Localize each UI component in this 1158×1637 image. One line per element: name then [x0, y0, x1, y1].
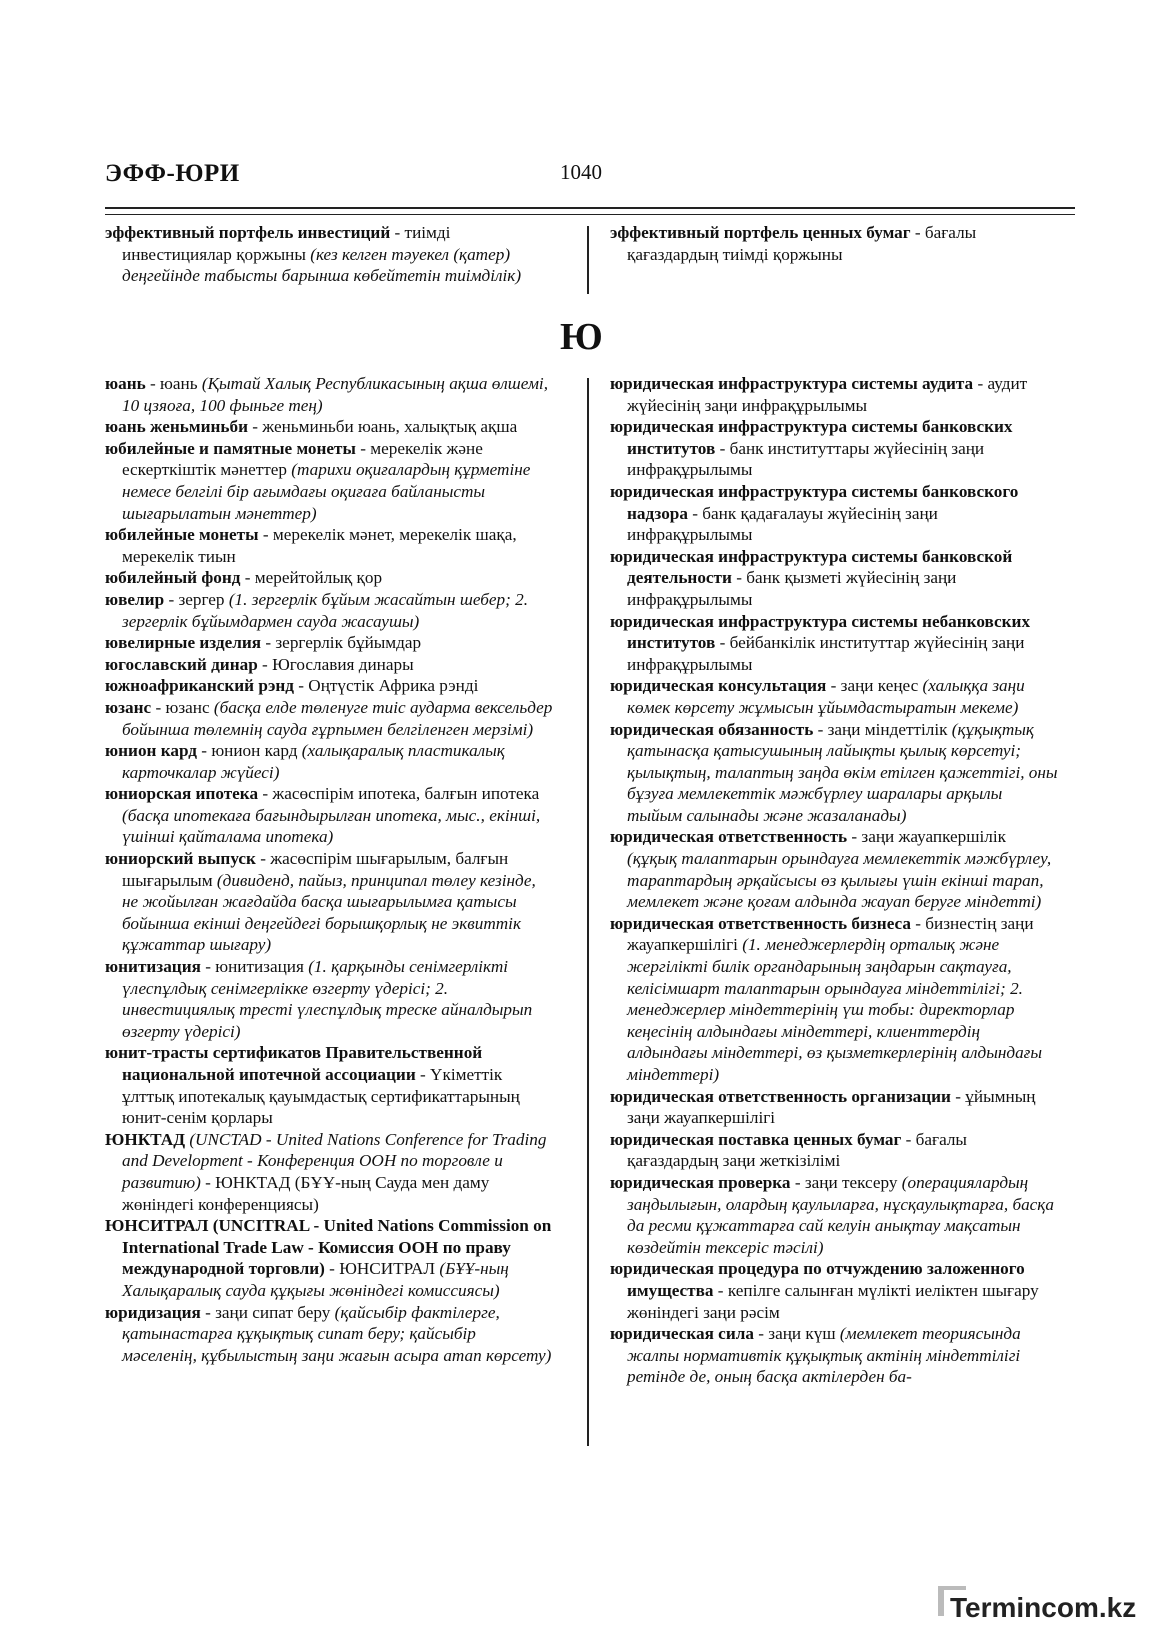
- entry-note: (басқа елде төленуге тиіс аударма вексельдер бойынша төлемнің сауда ғұрпымен белгіленген мерзімі): [122, 697, 553, 739]
- entry-term: юридическая инфраструктура системы небанковских институтов: [610, 611, 1031, 653]
- entry-definition: - юзанс: [151, 697, 214, 717]
- dictionary-entry: [610, 1172, 1060, 1258]
- entry-note: (1. зергерлік бұйым жасайтын шебер; 2. зергерлік бұйымдармен сауда жасаушы): [122, 589, 529, 631]
- entry-note: (UNCTAD - United Nations Conference for Trading and Development - Конференция ООН по торговле и развитию): [122, 1129, 547, 1192]
- top-left-column: [105, 222, 555, 287]
- entry-definition: - ұйымның заңи жауапкершілігі: [627, 1086, 1036, 1128]
- entry-term: юбилейные и памятные монеты: [105, 438, 356, 458]
- entry-definition: - зергерлік бұйымдар: [261, 633, 422, 653]
- entry-term: юридическая ответственность организации: [610, 1086, 951, 1106]
- entry-definition: - банк қызметі жүйесінің заңи инфрақұрылымы: [627, 568, 957, 609]
- entry-term: юридическая процедура по отчуждению заложенного имущества: [610, 1259, 1025, 1300]
- dictionary-entry: [610, 546, 1060, 611]
- entry-definition: - заңи күш: [753, 1324, 840, 1344]
- dictionary-entry: [610, 222, 1060, 265]
- header-rule: [105, 207, 1075, 215]
- entry-definition: - женьминьби юань, халықтық ақша: [247, 417, 518, 437]
- entry-definition: - жасөспірім ипотека, балғын ипотека: [258, 784, 540, 804]
- entry-term: ювелир: [105, 589, 165, 609]
- entry-definition: - аудит жүйесінің заңи инфрақұрылымы: [627, 374, 1028, 415]
- entry-note: (тарихи оқиғалардың құрметіне немесе белгілі бір ағымдағы оқиғаға байланысты шығарылатын мәнеттер): [122, 460, 531, 523]
- entry-term: юридическая инфраструктура системы банковского надзора: [610, 481, 1019, 523]
- entry-note: (мемлекет теориясында жалпы нормативтік құқықтық актінің міндеттілігі ретінде де, оның басқа актілерден ба-: [627, 1324, 1021, 1387]
- entry-definition: - ЮНСИТРАЛ: [324, 1259, 440, 1279]
- dictionary-entry: [105, 567, 555, 589]
- entry-note: (операциялардың заңдылығын, олардың қаулыларға, нұсқаулықтарға, басқа да ресми құжаттарға сай келуін анықтау мақсатын көздейтін тексеріс тәсілі): [627, 1172, 1054, 1257]
- entry-term: юридическая инфраструктура системы банковской деятельности: [610, 546, 1013, 588]
- dictionary-entry: [105, 1302, 555, 1367]
- entry-definition: - бизнестің заңи жауапкершілігі: [627, 913, 1034, 955]
- dictionary-entry: [105, 783, 555, 848]
- entry-term: юниорская ипотека: [105, 784, 259, 804]
- entry-definition: - Оңтүстік Африка рэнді: [293, 676, 479, 696]
- page-number: 1040: [560, 160, 602, 184]
- entry-note: (дивиденд, пайыз, принципал төлеу кезінде, не жойылған жағдайда басқа шығарылымға қатысы бойынша екінші деңгейдегі борышқорлық не эквиттік құжаттар шығару): [122, 870, 536, 955]
- dictionary-entry: [610, 1129, 1060, 1172]
- entry-note: (қайсыбір фактілерге, қатынастарға құқықтық сипат беру; қайсыбір мәселенің, құбылыстың заңи жағын асыра атап көрсету): [122, 1302, 552, 1365]
- dictionary-entry: [105, 697, 555, 740]
- running-head: ЭФФ-ЮРИ: [105, 160, 240, 187]
- dictionary-entry: [610, 826, 1060, 912]
- dictionary-entry: [610, 1323, 1060, 1388]
- column-divider-top: [587, 226, 589, 294]
- entry-definition: - юнитизация: [200, 957, 309, 977]
- entry-definition: - юань: [145, 374, 202, 393]
- entry-term: юбилейные монеты: [105, 525, 259, 545]
- dictionary-entry: [610, 1258, 1060, 1323]
- entry-term: эффективный портфель инвестиций: [105, 223, 391, 242]
- entry-definition: - мерейтойлық қор: [240, 568, 383, 588]
- entry-term: юань женьминьби: [105, 417, 248, 437]
- dictionary-entry: [105, 524, 555, 567]
- dictionary-entry: [610, 719, 1060, 827]
- dictionary-entry: [610, 481, 1060, 546]
- entry-note: (кез келген тәуекел (қатер) деңгейінде табысты барынша көбейтетін тиімділік): [122, 244, 522, 286]
- entry-term: юнион кард: [105, 741, 197, 761]
- entry-term: южноафриканский рэнд: [105, 676, 294, 696]
- entry-term: юридическая сила: [610, 1324, 754, 1344]
- entry-term: юридическая обязанность: [610, 719, 814, 739]
- entry-term: юридическая инфраструктура системы банковских институтов: [610, 417, 1013, 458]
- entry-term: юань: [105, 374, 146, 393]
- entry-definition: - мерекелік және ескерткіштік мәнеттер: [122, 438, 483, 480]
- dictionary-entry: [610, 1086, 1060, 1129]
- entry-definition: - заңи тексеру: [790, 1172, 902, 1192]
- entry-term: юнит-трасты сертификатов Правительственной национальной ипотечной ассоциации: [105, 1043, 483, 1084]
- entry-definition: - Үкіметтік ұлттық ипотекалық қауымдастық сертификаттарының юнит-сенім қорлары: [122, 1065, 520, 1128]
- dictionary-entry: [105, 1042, 555, 1128]
- entry-term: ювелирные изделия: [105, 633, 262, 653]
- entry-note: (халықаралық пластикалық карточкалар жүйесі): [122, 741, 505, 782]
- entry-definition: - Югославия динары: [257, 654, 414, 674]
- dictionary-entry: [105, 654, 555, 676]
- entry-note: (құқық талаптарын орындауға мемлекеттік мәжбүрлеу, тараптардың әрқайсысы өз қылығы үшін екінші тарап, мемлекет және қоғам алдында жауап беруге міндетті): [627, 849, 1052, 912]
- dictionary-entry: [105, 416, 555, 438]
- entry-term: юниорский выпуск: [105, 849, 256, 869]
- dictionary-entry: [610, 611, 1060, 676]
- top-right-column: [610, 222, 1060, 265]
- entry-definition: - заңи кеңес: [826, 676, 923, 696]
- entry-term: юридическая проверка: [610, 1172, 791, 1192]
- entry-note: (1. менеджерлердің орталық және жергілікті билік органдарының заңдарын сақтауға, келісімшарт талаптарын орындауға міндеттілігі; 2. менеджерлер міндеттерінің үш тобы: директорлар кеңесінің алдындағы міндеттері, клиенттердің алдындағы міндеттері, өз қызметкерлерінің алдындағы міндеттері): [627, 935, 1043, 1084]
- right-column: [610, 373, 1060, 1388]
- dictionary-entry: [105, 438, 555, 524]
- watermark: Termincom.kz: [950, 1592, 1137, 1623]
- entry-note: (халыққа заңи көмек көрсету жұмысын ұйымдастыратын мекеме): [627, 676, 1025, 717]
- entry-note: (басқа ипотекаға бағындырылған ипотека, мыс., екінші, үшінші қайталама ипотека): [122, 805, 541, 847]
- entry-definition: - зергер: [164, 589, 229, 609]
- entry-definition: - банк институттары жүйесінің заңи инфрақұрылымы: [627, 438, 985, 480]
- entry-definition: - юнион кард: [197, 741, 302, 761]
- dictionary-entry: [105, 956, 555, 1042]
- entry-term: юбилейный фонд: [105, 568, 241, 588]
- entry-term: юридическая ответственность: [610, 827, 848, 847]
- dictionary-entry: [105, 1129, 555, 1215]
- dictionary-entry: [105, 589, 555, 632]
- dictionary-entry: [105, 740, 555, 783]
- dictionary-entry: [105, 222, 555, 287]
- entry-term: эффективный портфель ценных бумаг: [610, 223, 911, 242]
- dictionary-entry: [610, 913, 1060, 1086]
- dictionary-entry: [610, 373, 1060, 416]
- entry-definition: - банк қадағалауы жүйесінің заңи инфрақұрылымы: [627, 503, 938, 545]
- entry-term: югославский динар: [105, 654, 258, 674]
- entry-note: (1. қарқынды сенімгерлікті үлеспұлдық сенімгерлікке өзгерту үдерісі; 2. инвестициялық тресті үлеспұлдық треске айналдырып өзгерту үдерісі): [122, 957, 533, 1041]
- entry-term: юнитизация: [105, 957, 201, 977]
- entry-definition: - заңи сипат беру: [200, 1302, 335, 1322]
- dictionary-entry: [105, 1215, 555, 1301]
- entry-term: ЮНКТАД: [105, 1129, 186, 1149]
- entry-term: юридическая инфраструктура системы аудита: [610, 374, 974, 393]
- dictionary-entry: [610, 675, 1060, 718]
- entry-definition: - бағалы қағаздардың заңи жеткізілімі: [627, 1129, 967, 1171]
- entry-note: (БҰҰ-ның Халықаралық сауда құқығы жөніндегі комиссиясы): [122, 1259, 509, 1300]
- dictionary-entry: [105, 675, 555, 697]
- entry-definition: - бағалы қағаздардың тиімді қоржыны: [627, 223, 977, 264]
- column-divider-main: [587, 378, 589, 1446]
- entry-definition: - бейбанкілік институттар жүйесінің заңи инфрақұрылымы: [627, 633, 1025, 674]
- entry-term: юридизация: [105, 1302, 201, 1322]
- dictionary-entry: [105, 373, 555, 416]
- entry-definition: - жасөспірім шығарылым, балғын шығарылым: [122, 849, 509, 890]
- entry-definition: - тиімді инвестициялар қоржыны: [122, 223, 451, 264]
- entry-term: юридическая консультация: [610, 676, 827, 696]
- entry-note: (Қытай Халық Республикасының ақша өлшемі, 10 цзяоға, 100 фыньге тең): [122, 374, 549, 415]
- entry-term: ЮНСИТРАЛ (UNCITRAL - United Nations Commission on International Trade Law - Комиссия ООН по праву международной торговли): [105, 1216, 552, 1279]
- entry-definition: - заңи жауапкершілік: [847, 827, 1006, 847]
- entry-term: юзанс: [105, 697, 152, 717]
- entry-definition: - мерекелік мәнет, мерекелік шақа, мерекелік тиын: [122, 525, 517, 566]
- section-letter: Ю: [560, 316, 603, 358]
- left-column: [105, 373, 555, 1366]
- entry-note: (құқықтық қатынасқа қатысушының лайықты қылық көрсетуі; қылықтың, талаптың заңда өкім етілген қажеттігі, оны бұзуға мемлекеттік мәжбүрлеу шаралары арқылы тыйым салынады және жазаланады): [627, 719, 1058, 825]
- dictionary-entry: [105, 632, 555, 654]
- entry-definition: - заңи міндеттілік: [813, 719, 952, 739]
- entry-term: юридическая ответственность бизнеса: [610, 913, 911, 933]
- entry-definition: - кепілге салынған мүлікті иеліктен шығару жөніндегі заңи рәсім: [627, 1280, 1039, 1322]
- dictionary-entry: [610, 416, 1060, 481]
- entry-term: юридическая поставка ценных бумаг: [610, 1129, 902, 1149]
- dictionary-entry: [105, 848, 555, 956]
- entry-continuation: - ЮНКТАД (БҰҰ-ның Сауда мен даму жөніндегі конференциясы): [122, 1172, 490, 1214]
